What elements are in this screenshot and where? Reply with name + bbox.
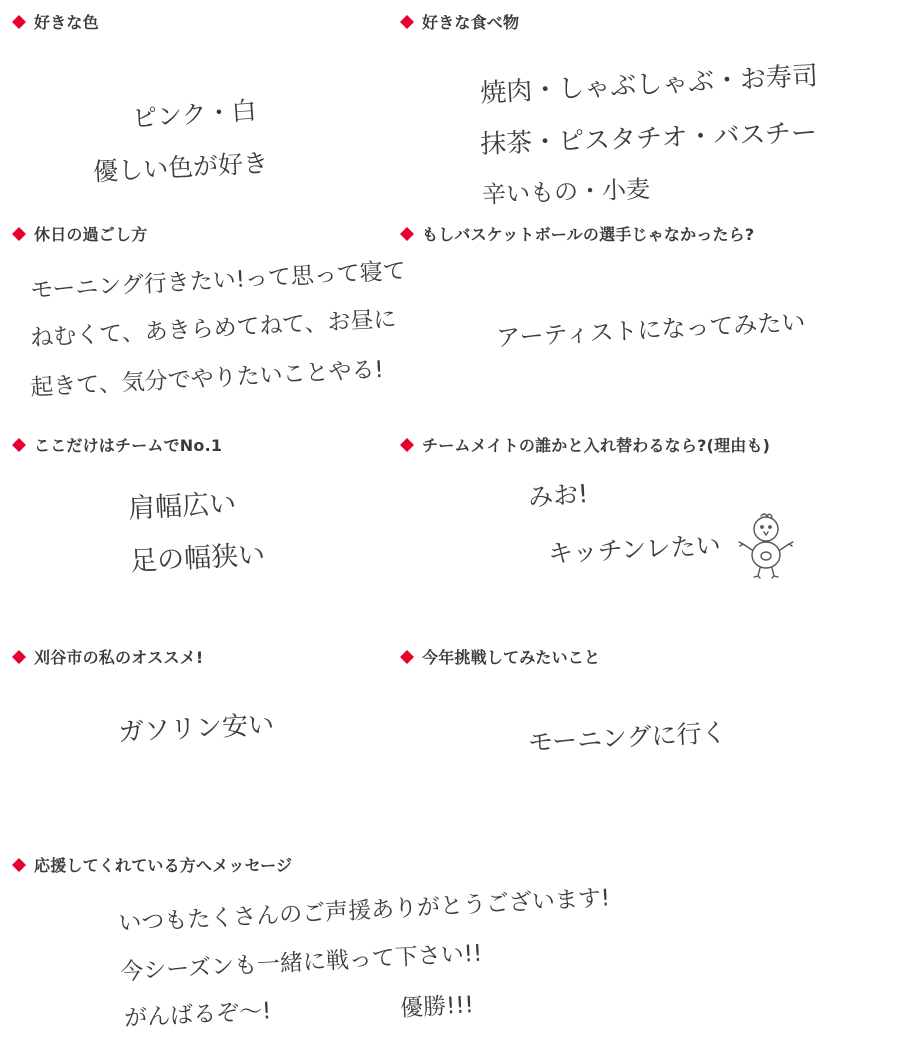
question-no1 — [12, 433, 222, 456]
answer-line: 優勝!!! — [399, 992, 475, 1022]
question-label: もしバスケットボールの選手じゃなかったら? — [422, 225, 755, 244]
question-fav-food — [400, 10, 519, 33]
answer-line: みお! — [527, 478, 590, 513]
answer-line: 優しい色が好き — [92, 148, 269, 187]
answer-line: 辛いもの・小麦 — [481, 175, 651, 209]
diamond-bullet-icon — [12, 15, 26, 29]
answer-line: 起きて、気分でやりたいことやる! — [29, 356, 385, 402]
answer-line: いつもたくさんのご声援ありがとうございます! — [117, 885, 611, 937]
question-label: 好きな食べ物 — [422, 13, 520, 32]
question-holiday — [12, 222, 147, 245]
diamond-bullet-icon — [12, 650, 26, 664]
answer-line: 焼肉・しゃぶしゃぶ・お寿司 — [479, 61, 819, 109]
chick-doodle-icon — [735, 510, 797, 582]
answer-line: ガソリン安い — [117, 709, 275, 749]
question-challenge — [400, 645, 600, 668]
diamond-bullet-icon — [12, 438, 26, 452]
answer-line: アーティストになってみたい — [495, 307, 807, 353]
answer-line: 抹茶・ピスタチオ・バスチー — [479, 118, 818, 160]
question-not-basketball — [400, 222, 754, 245]
diamond-bullet-icon — [400, 650, 414, 664]
diamond-bullet-icon — [12, 227, 26, 241]
question-label: ここだけはチームでNo.1 — [34, 436, 223, 455]
answer-line: ねむくて、あきらめてねて、お昼に — [29, 306, 398, 352]
diamond-bullet-icon — [12, 858, 26, 872]
question-label: チームメイトの誰かと入れ替わるなら?(理由も) — [422, 436, 771, 455]
answer-line: がんばるぞ〜! — [123, 998, 272, 1032]
diamond-bullet-icon — [400, 438, 414, 452]
diamond-bullet-icon — [400, 227, 414, 241]
question-swap — [400, 433, 770, 456]
answer-line: キッチンレたい — [547, 530, 722, 569]
question-label: 好きな色 — [34, 13, 99, 32]
answer-line: モーニング行きたい!って思って寝て — [29, 258, 407, 304]
question-fav-color — [12, 10, 99, 33]
question-kariya — [12, 645, 203, 668]
answer-line: 肩幅広い — [127, 488, 237, 525]
answer-line: 今シーズンも一緒に戦って下さい!! — [119, 940, 483, 986]
question-label: 応援してくれている方へメッセージ — [34, 856, 293, 875]
question-message — [12, 853, 292, 876]
answer-line: ピンク・白 — [131, 95, 258, 134]
answer-line: モーニングに行く — [527, 717, 728, 758]
question-label: 今年挑戦してみたいこと — [422, 648, 601, 667]
question-label: 休日の過ごし方 — [34, 225, 148, 244]
diamond-bullet-icon — [400, 15, 414, 29]
answer-line: 足の幅狭い — [129, 539, 266, 578]
question-label: 刈谷市の私のオススメ! — [34, 648, 204, 667]
